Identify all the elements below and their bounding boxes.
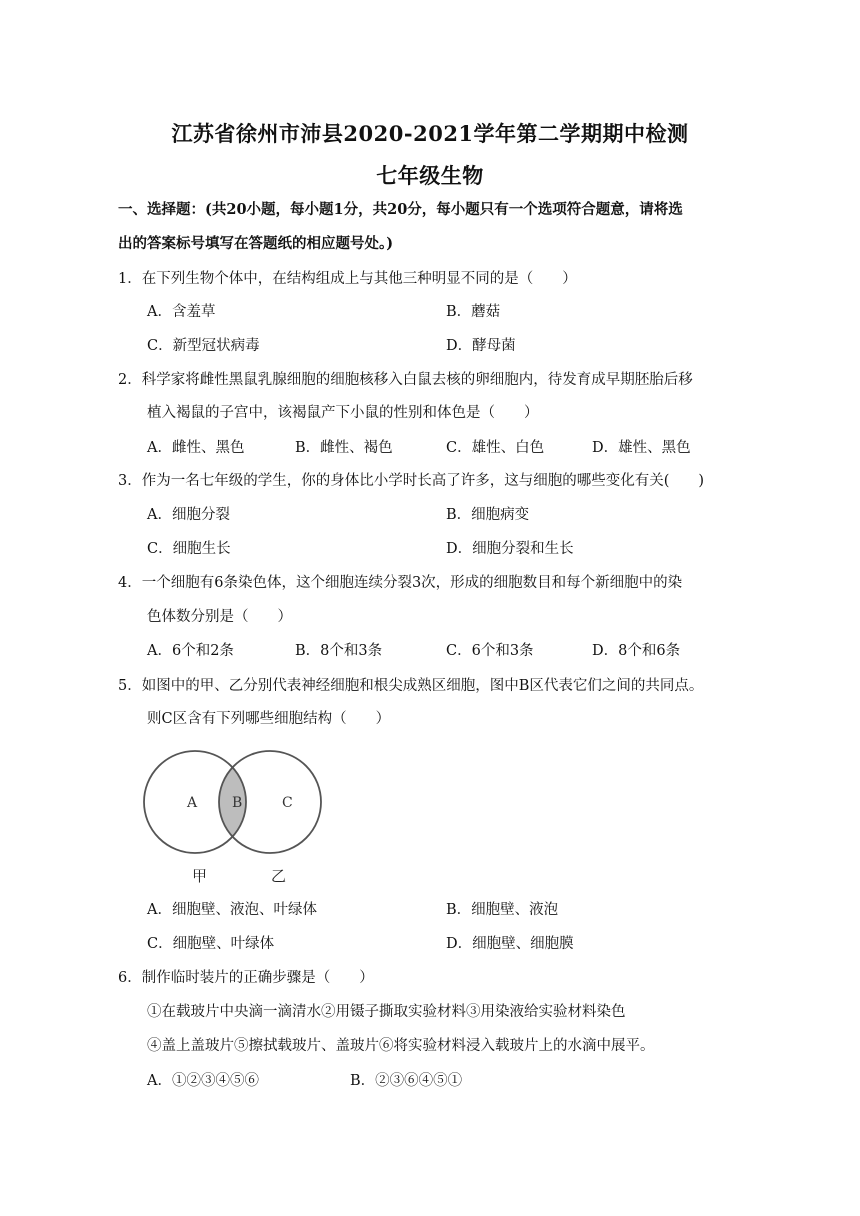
page-subtitle: 七年级生物 [376, 163, 484, 188]
page-title: 江苏省徐州市沛县2020-2021学年第二学期期中检测 [171, 121, 689, 146]
question-6-option-a: A．①②③④⑤⑥ [147, 1073, 259, 1089]
venn-diagram [140, 742, 340, 892]
venn-label-jia: 甲 [192, 867, 208, 885]
question-4-option-a: A．6个和2条 [147, 643, 234, 659]
question-1-option-c: C．新型冠状病毒 [147, 338, 260, 354]
venn-region-a: A [187, 795, 198, 811]
section-heading-line-1: 一、选择题：(共20小题，每小题1分，共20分，每小题只有一个选项符合题意，请将选 [118, 201, 683, 218]
question-2-stem-line-1: 2．科学家将雌性黑鼠乳腺细胞的细胞核移入白鼠去核的卵细胞内，待发育成早期胚胎后移 [118, 372, 693, 388]
question-3-option-c: C．细胞生长 [147, 541, 231, 557]
question-3-stem: 3．作为一名七年级的学生，你的身体比小学时长高了许多，这与细胞的哪些变化有关( ) [118, 473, 705, 489]
section-heading [118, 193, 738, 261]
question-6-steps-line-1: ①在载玻片中央滴一滴清水②用镊子撕取实验材料③用染液给实验材料染色 [147, 1004, 626, 1020]
question-5-option-d: D．细胞壁、细胞膜 [446, 936, 574, 952]
question-3-option-a: A．细胞分裂 [147, 507, 230, 523]
question-2-stem-line-2: 植入褐鼠的子宫中，该褐鼠产下小鼠的性别和体色是（ ） [147, 405, 539, 421]
question-4-stem-line-2: 色体数分别是（ ） [147, 609, 292, 625]
question-4-stem-line-1: 4．一个细胞有6条染色体，这个细胞连续分裂3次，形成的细胞数目和每个新细胞中的染 [118, 575, 683, 591]
question-6-stem: 6．制作临时装片的正确步骤是（ ） [118, 970, 374, 986]
question-5-option-a: A．细胞壁、液泡、叶绿体 [147, 902, 317, 918]
question-1-option-b: B．蘑菇 [446, 304, 501, 320]
venn-label-yi: 乙 [271, 867, 287, 885]
question-1-option-d: D．酵母菌 [446, 338, 516, 354]
question-6-steps-line-2: ④盖上盖玻片⑤擦拭载玻片、盖玻片⑥将实验材料浸入载玻片上的水滴中展平。 [147, 1038, 655, 1054]
question-5-option-c: C．细胞壁、叶绿体 [147, 936, 275, 952]
question-3-option-b: B．细胞病变 [446, 507, 530, 523]
question-5-stem-line-2: 则C区含有下列哪些细胞结构（ ） [147, 711, 391, 727]
question-4-option-d: D．8个和6条 [592, 643, 681, 659]
question-4-option-c: C．6个和3条 [446, 643, 534, 659]
venn-region-b: B [232, 795, 243, 811]
venn-region-c: C [282, 795, 293, 811]
question-6-option-b: B．②③⑥④⑤① [350, 1073, 463, 1089]
question-1-option-a: A．含羞草 [147, 304, 216, 320]
question-2-option-b: B．雌性、褐色 [295, 440, 393, 456]
question-2-option-d: D．雄性、黑色 [592, 440, 691, 456]
question-2-option-c: C．雄性、白色 [446, 440, 545, 456]
section-heading-line-2: 出的答案标号填写在答题纸的相应题号处。) [118, 235, 394, 252]
question-1-stem: 1．在下列生物个体中，在结构组成上与其他三种明显不同的是（ ） [118, 271, 577, 287]
question-2-option-a: A．雌性、黑色 [147, 440, 245, 456]
question-4-option-b: B．8个和3条 [295, 643, 383, 659]
question-3-option-d: D．细胞分裂和生长 [446, 541, 574, 557]
question-5-option-b: B．细胞壁、液泡 [446, 902, 559, 918]
question-5-stem-line-1: 5．如图中的甲、乙分别代表神经细胞和根尖成熟区细胞，图中B区代表它们之间的共同点。 [118, 678, 704, 694]
